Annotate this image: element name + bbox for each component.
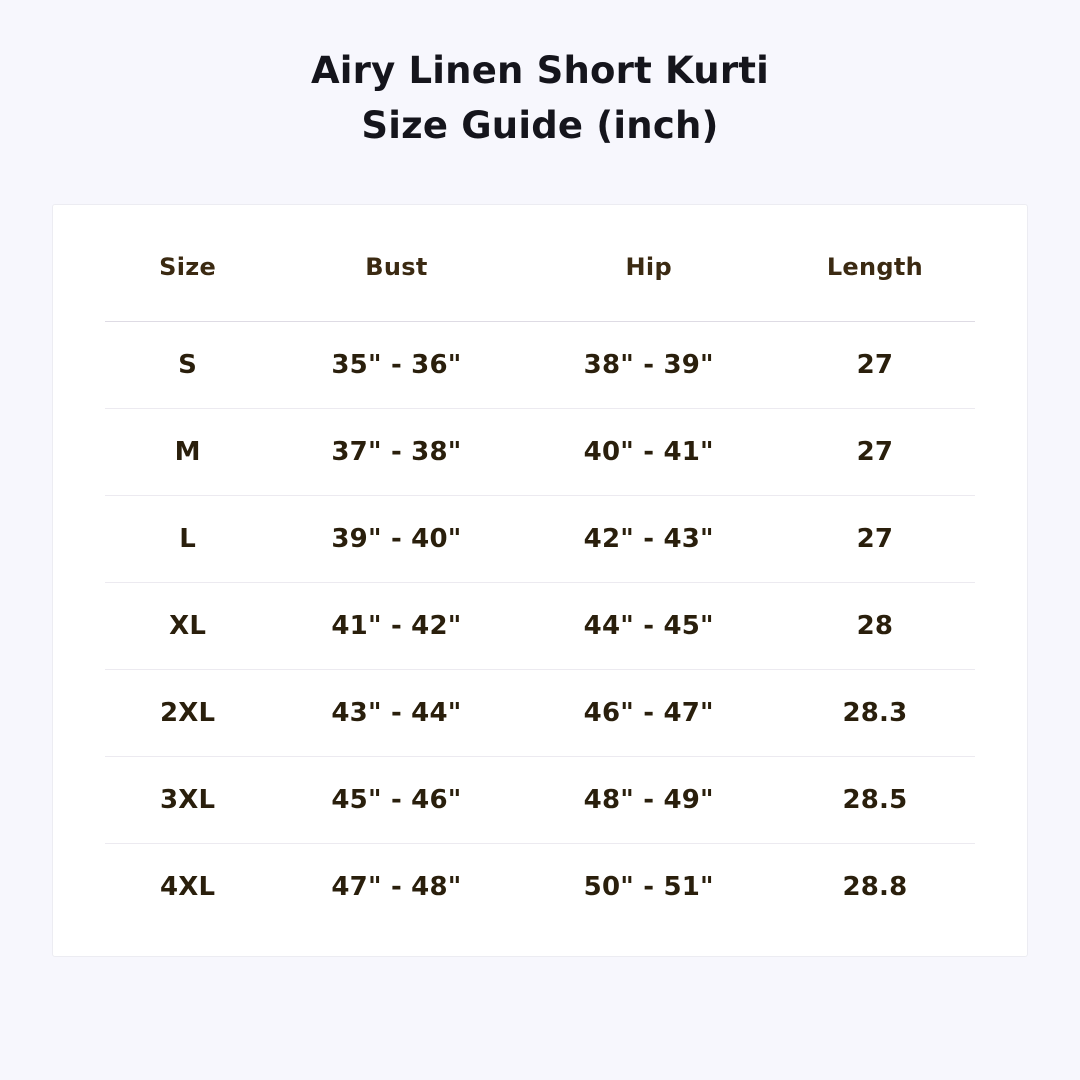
size-table-card <box>52 204 1028 957</box>
cell-hip: 48" - 49" <box>523 756 775 843</box>
cell-hip: 42" - 43" <box>523 495 775 582</box>
table-row <box>105 408 975 495</box>
cell-length: 28.3 <box>775 669 975 756</box>
cell-size: 4XL <box>105 843 270 930</box>
table-row <box>105 582 975 669</box>
cell-length: 27 <box>775 408 975 495</box>
table-row <box>105 495 975 582</box>
cell-length: 27 <box>775 495 975 582</box>
table-header-row <box>105 205 975 322</box>
page-title-line-1: Airy Linen Short Kurti <box>310 49 770 92</box>
cell-hip: 40" - 41" <box>523 408 775 495</box>
cell-bust: 35" - 36" <box>270 321 522 408</box>
column-header-length: Length <box>826 252 924 281</box>
cell-bust: 47" - 48" <box>270 843 522 930</box>
cell-bust: 45" - 46" <box>270 756 522 843</box>
column-header-bust: Bust <box>365 252 428 281</box>
column-header-size: Size <box>159 252 217 281</box>
table-row <box>105 843 975 930</box>
cell-bust: 39" - 40" <box>270 495 522 582</box>
table-body <box>105 321 975 930</box>
cell-size: S <box>105 321 270 408</box>
cell-bust: 43" - 44" <box>270 669 522 756</box>
cell-size: 2XL <box>105 669 270 756</box>
cell-size: L <box>105 495 270 582</box>
cell-hip: 44" - 45" <box>523 582 775 669</box>
cell-size: XL <box>105 582 270 669</box>
cell-hip: 38" - 39" <box>523 321 775 408</box>
size-guide-table <box>105 205 975 930</box>
cell-length: 27 <box>775 321 975 408</box>
page-title-line-2: Size Guide (inch) <box>361 103 719 147</box>
table-row <box>105 756 975 843</box>
cell-length: 28 <box>775 582 975 669</box>
cell-length: 28.5 <box>775 756 975 843</box>
page-title <box>311 44 769 154</box>
cell-bust: 37" - 38" <box>270 408 522 495</box>
cell-hip: 46" - 47" <box>523 669 775 756</box>
card-bottom-spacer <box>105 930 975 956</box>
cell-size: 3XL <box>105 756 270 843</box>
column-header-hip: Hip <box>625 252 672 281</box>
cell-bust: 41" - 42" <box>270 582 522 669</box>
cell-length: 28.8 <box>775 843 975 930</box>
table-header <box>105 205 975 322</box>
cell-hip: 50" - 51" <box>523 843 775 930</box>
table-row <box>105 321 975 408</box>
cell-size: M <box>105 408 270 495</box>
table-row <box>105 669 975 756</box>
